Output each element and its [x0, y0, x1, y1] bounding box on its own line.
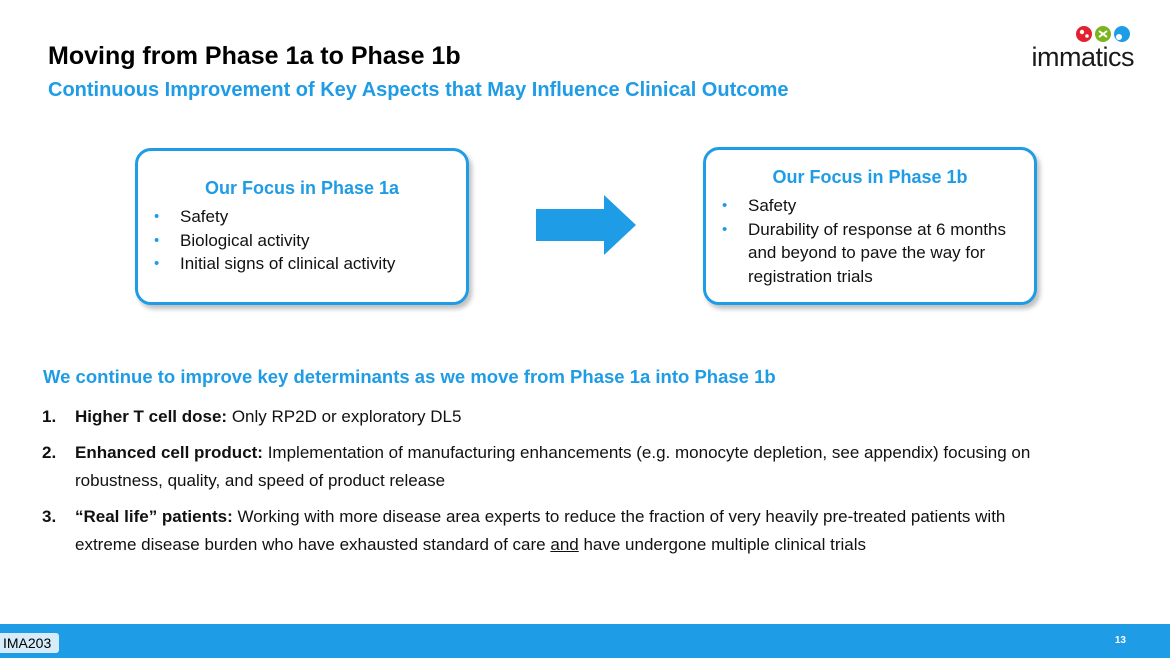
phase-1b-focus-box [703, 147, 1037, 305]
key-determinants-list [42, 403, 1042, 567]
item-lead: Enhanced cell product: [75, 443, 263, 462]
slide-title: Moving from Phase 1a to Phase 1b [48, 42, 461, 70]
list-item-text: Durability of response at 6 months and beyond to pave the way for registration trials [748, 219, 1006, 286]
list-item-text: Biological activity [180, 230, 310, 250]
phase-1b-focus-title: Our Focus in Phase 1b [772, 167, 968, 187]
item-text: Only RP2D or exploratory DL5 [227, 407, 462, 426]
page-number: 13 [1114, 635, 1126, 646]
section-heading: We continue to improve key determinants as we move from Phase 1a into Phase 1b [43, 366, 776, 387]
phase-1a-focus-title: Our Focus in Phase 1a [204, 178, 400, 198]
item-text: Implementation of manufacturing enhancements (e.g. monocyte depletion, see appendix) focusing on robustness, quality, and speed of product release [75, 443, 1031, 490]
list-item [706, 218, 1034, 289]
item-number: 1. [42, 407, 57, 426]
bullet-icon: • [154, 231, 160, 249]
list-item [138, 229, 466, 253]
phase-1a-focus-list [138, 205, 466, 276]
right-arrow-icon [534, 193, 638, 257]
bullet-icon: • [154, 208, 160, 225]
list-item [706, 194, 1034, 218]
list-item-text: Safety [180, 207, 229, 226]
item-text: have undergone multiple clinical trials [578, 535, 866, 554]
list-item-text: Initial signs of clinical activity [180, 254, 396, 273]
footer-bar [0, 624, 1170, 658]
list-item [138, 252, 466, 276]
slide-subtitle: Continuous Improvement of Key Aspects that May Influence Clinical Outcome [48, 79, 789, 101]
phase-1a-focus-box [135, 148, 469, 305]
immatics-logo [1012, 24, 1138, 72]
logo-wordmark: immatics [1031, 42, 1134, 72]
logo-dots-icon [1074, 24, 1134, 44]
list-item [138, 205, 466, 229]
item-underlined-text: and [550, 535, 579, 554]
list-item [42, 403, 1042, 431]
item-number: 2. [42, 443, 57, 462]
list-item [42, 503, 1042, 559]
item-text: Working with more disease area experts to reduce the fraction of very heavily pre-treated patients with extreme disease burden who have exhausted standard of care [75, 507, 1006, 554]
list-item-text: Safety [748, 196, 797, 215]
item-number: 3. [42, 507, 57, 526]
logo-blue-dot [1114, 26, 1130, 42]
list-item [42, 439, 1042, 495]
item-lead: Higher T cell dose: [75, 407, 228, 426]
footer-tag: IMA203 [0, 633, 59, 653]
bullet-icon: • [722, 197, 728, 214]
phase-1b-focus-list [706, 194, 1034, 288]
item-lead: “Real life” patients: [75, 507, 233, 526]
bullet-icon: • [154, 255, 160, 272]
bullet-icon: • [722, 220, 728, 238]
logo-red-dot [1076, 26, 1092, 42]
